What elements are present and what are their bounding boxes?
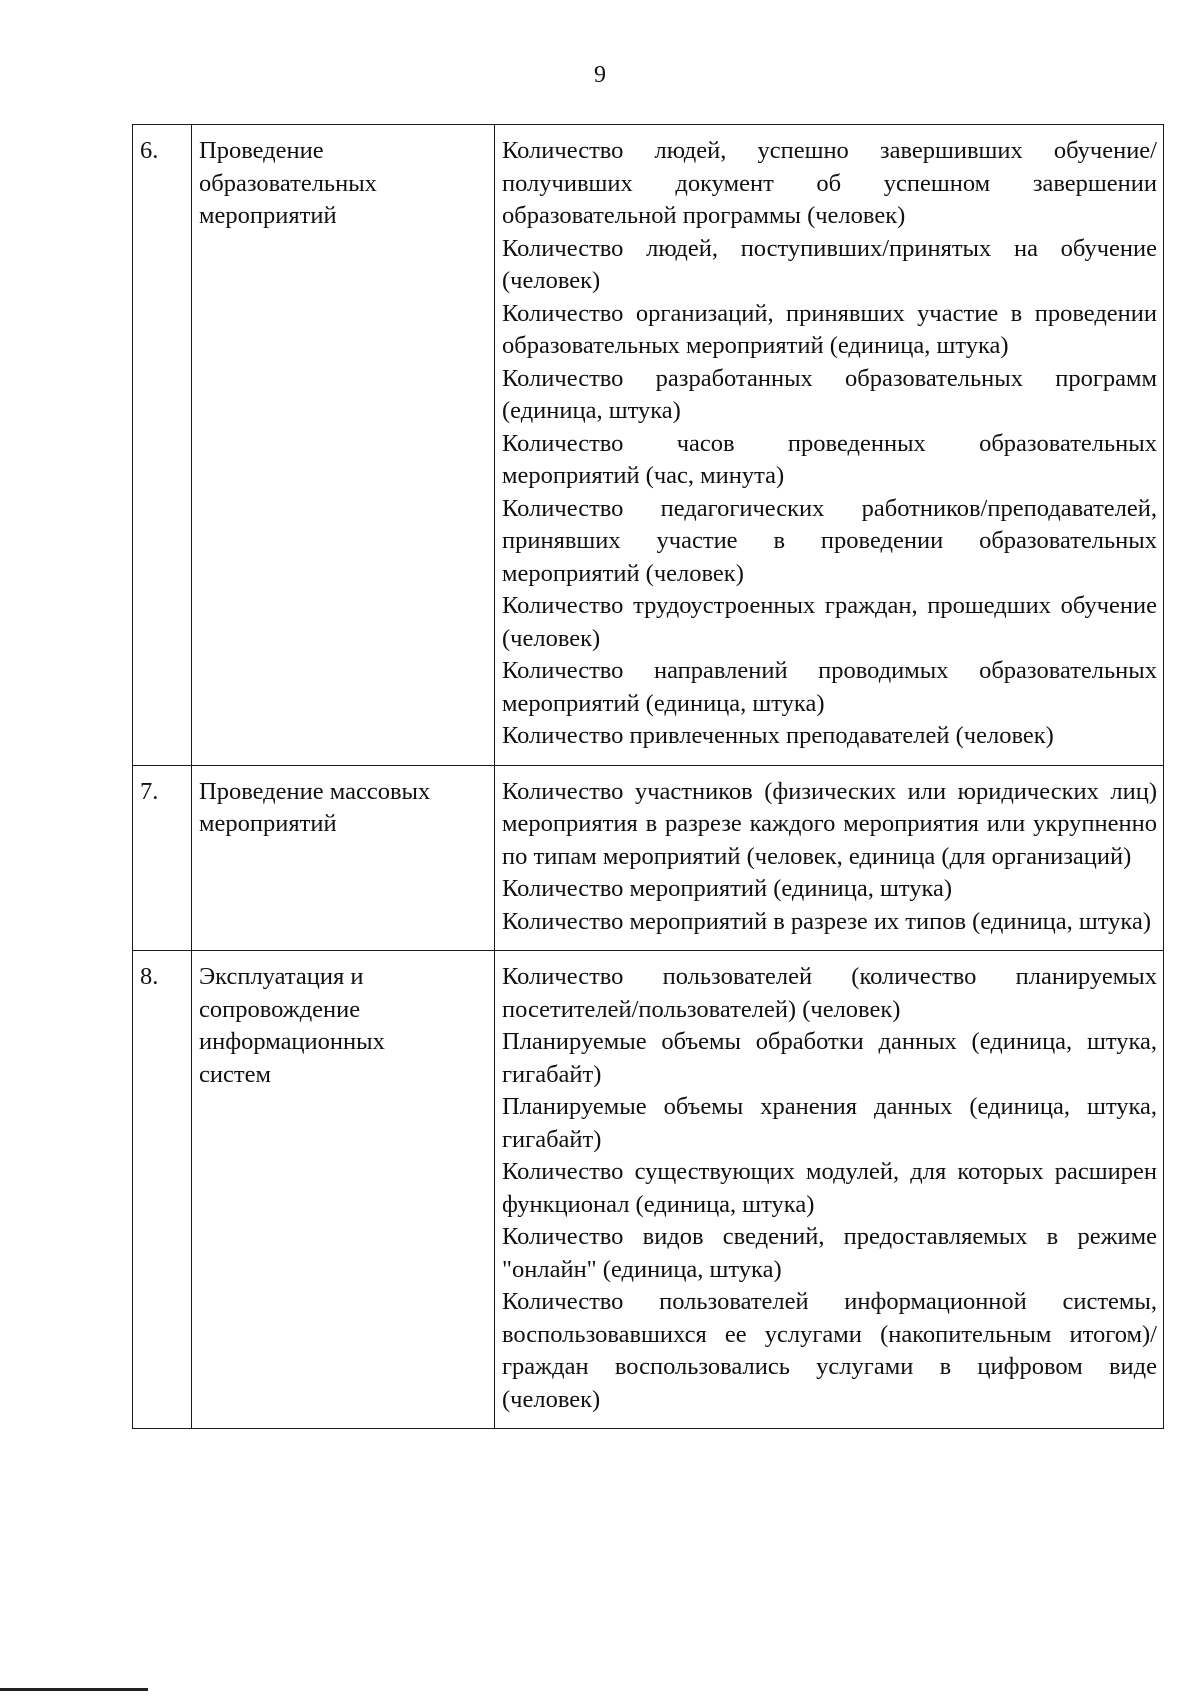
activity-name <box>192 765 495 951</box>
activity-name-line: сопровождение <box>199 995 361 1023</box>
indicator-item: Количество мероприятий в разрезе их типов (единица, штука) <box>502 907 1151 935</box>
indicator-list <box>495 125 1164 766</box>
activity-name-line: Проведение массовых <box>199 777 431 805</box>
table-row <box>133 951 1164 1429</box>
indicator-item: Количество разработанных образовательных программ (единица, штука) <box>502 364 1157 424</box>
indicator-item: Количество направлений проводимых образовательных мероприятий (единица, штука) <box>502 657 1157 717</box>
indicator-item: Количество участников (физических или юридических лиц) мероприятия в разрезе каждого мероприятия или укрупненно по типам мероприятий (человек, единица (для организаций) <box>502 777 1157 870</box>
indicator-item: Количество пользователей (количество планируемых посетителей/пользователей) (человек) <box>502 963 1157 1023</box>
page-number: 9 <box>594 62 606 88</box>
indicator-item: Количество трудоустроенных граждан, прошедших обучение (человек) <box>502 592 1157 652</box>
activity-name-line: мероприятий <box>199 202 337 229</box>
activity-name-line: информационных <box>199 1028 385 1055</box>
table-row <box>133 765 1164 951</box>
indicator-item: Количество пользователей информационной системы, воспользовавшихся ее услугами (накопительным итогом)/граждан воспользовались услугами в цифровом виде (человек) <box>502 1288 1157 1413</box>
indicator-list <box>495 765 1164 951</box>
indicator-item: Количество привлеченных преподавателей (человек) <box>502 722 1054 749</box>
indicator-item: Количество мероприятий (единица, штука) <box>502 875 953 902</box>
indicators-table <box>132 124 1164 1429</box>
footer-rule <box>0 1688 148 1691</box>
row-number: 6. <box>133 125 192 766</box>
row-number: 8. <box>133 951 192 1429</box>
indicator-item: Количество видов сведений, предоставляемых в режиме "онлайн" (единица, штука) <box>502 1223 1157 1283</box>
activity-name-line: образовательных <box>199 169 377 197</box>
indicator-item: Количество людей, успешно завершивших обучение/получивших документ об успешном завершении образовательной программы (человек) <box>502 137 1157 229</box>
table-row <box>133 125 1164 766</box>
activity-name-line: Проведение <box>199 137 324 164</box>
indicator-item: Количество часов проведенных образовательных мероприятий (час, минута) <box>502 429 1157 489</box>
indicator-item: Количество людей, поступивших/принятых на обучение (человек) <box>502 234 1157 294</box>
indicator-list <box>495 951 1164 1429</box>
row-number: 7. <box>133 765 192 951</box>
indicator-item: Количество существующих модулей, для которых расширен функционал (единица, штука) <box>502 1158 1157 1218</box>
activity-name <box>192 951 495 1429</box>
indicator-item: Количество организаций, принявших участие в проведении образовательных мероприятий (единица, штука) <box>502 299 1157 359</box>
activity-name-line: мероприятий <box>199 810 337 837</box>
indicator-item: Планируемые объемы хранения данных (единица, штука, гигабайт) <box>502 1093 1157 1153</box>
activity-name-line: Эксплуатация и <box>199 963 364 990</box>
activity-name <box>192 125 495 766</box>
activity-name-line: систем <box>199 1060 271 1088</box>
indicator-item: Планируемые объемы обработки данных (единица, штука, гигабайт) <box>502 1028 1157 1088</box>
indicator-item: Количество педагогических работников/преподавателей, принявших участие в проведении образовательных мероприятий (человек) <box>502 494 1157 587</box>
